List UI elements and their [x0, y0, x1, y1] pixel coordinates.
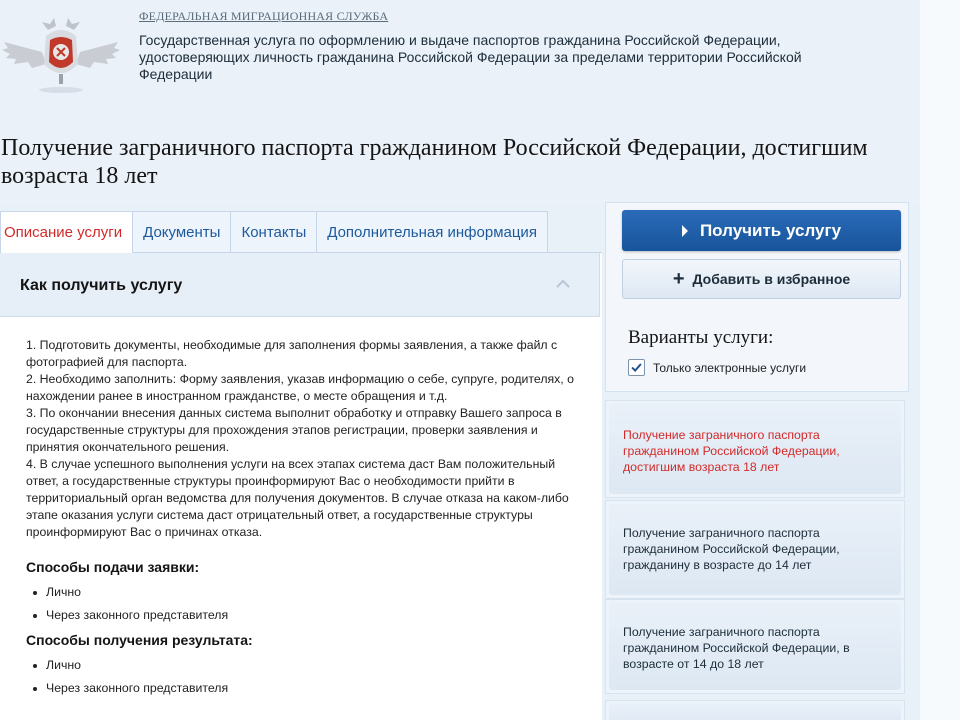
tab-description[interactable]: Описание услуги [0, 211, 133, 253]
variant-card-adult[interactable] [605, 400, 905, 498]
accordion-title: Как получить услугу [20, 277, 183, 294]
submission-list [26, 584, 574, 624]
get-service-label: Получить услугу [699, 220, 842, 240]
list-item: Через законного представителя [26, 607, 574, 624]
list-item: Лично [26, 657, 574, 674]
steps-list [26, 337, 574, 541]
accordion-how-to-get[interactable] [0, 253, 600, 317]
agency-link[interactable]: ФЕДЕРАЛЬНАЯ МИГРАЦИОННАЯ СЛУЖБА [139, 9, 389, 23]
submission-heading: Способы подачи заявки: [26, 559, 200, 575]
result-list [26, 657, 574, 697]
variant-label: Получение заграничного паспорта гражданином Российской Федерации, в возрасте от 14 до 18 лет [623, 625, 850, 671]
variants-heading: Варианты услуги: [628, 327, 774, 348]
add-favorite-label: Добавить в избранное [692, 271, 851, 287]
result-heading: Способы получения результата: [26, 632, 253, 648]
add-favorite-button[interactable] [622, 259, 901, 299]
plus-icon: + [672, 268, 685, 290]
page-margin [920, 0, 960, 720]
chevron-up-icon[interactable] [554, 277, 572, 291]
list-item: Через законного представителя [26, 680, 574, 697]
tab-contacts[interactable]: Контакты [230, 211, 317, 253]
variant-card-14-18[interactable] [605, 599, 905, 694]
page-title: Получение заграничного паспорта гражданином Российской Федерации, достигшим возраста 18 лет [1, 135, 868, 189]
service-instructions [26, 337, 574, 703]
list-item: Лично [26, 584, 574, 601]
step-item: 4. В случае успешного выполнения услуги на всех этапах система даст Вам положительный ответ, а государственные структуры проинформируют Вас о необходимости прийти в территориальный орган ведомства для получения документов. В случае отказа на каком-либо этапе оказания услуги система даст отрицательный ответ, а государственные структуры проинформируют Вас о причинах отказа. [26, 457, 569, 539]
only-electronic-checkbox[interactable] [628, 359, 645, 376]
variant-card-under-14[interactable] [605, 500, 905, 599]
variant-card-more[interactable] [605, 700, 905, 720]
step-item: 1. Подготовить документы, необходимые для заполнения формы заявления, а также файл с фотографией для паспорта. [26, 338, 558, 369]
emblem-logo [2, 12, 120, 102]
get-service-button[interactable] [622, 210, 901, 251]
variant-label: Получение заграничного паспорта гражданином Российской Федерации, достигшим возраста 18 лет [623, 428, 840, 474]
play-arrow-icon [682, 225, 688, 237]
service-description: Государственная услуга по оформлению и выдаче паспортов гражданина Российской Федерации, удостоверяющих личность гражданина Российской Федерации за пределами территории Российской Федерации [139, 32, 802, 82]
only-electronic-label[interactable]: Только электронные услуги [653, 361, 807, 375]
tab-content-panel [0, 252, 602, 720]
tab-bar [0, 211, 547, 253]
tab-additional-info[interactable]: Дополнительная информация [316, 211, 548, 253]
card-background [609, 704, 901, 720]
step-item: 3. По окончании внесения данных система выполнит обработку и отправку Вашего запроса в государственные структуры для прохождения этапов регистрации, проверки заявления и принятия окончательного решения. [26, 406, 562, 454]
step-item: 2. Необходимо заполнить: Форму заявления, указав информацию о себе, супруге, родителях, о нахождении ранее в иностранном гражданстве, о месте обращения и т.д. [26, 372, 574, 403]
tab-documents[interactable]: Документы [132, 211, 231, 253]
variant-label: Получение заграничного паспорта гражданином Российской Федерации, гражданину в возрасте до 14 лет [623, 526, 840, 572]
